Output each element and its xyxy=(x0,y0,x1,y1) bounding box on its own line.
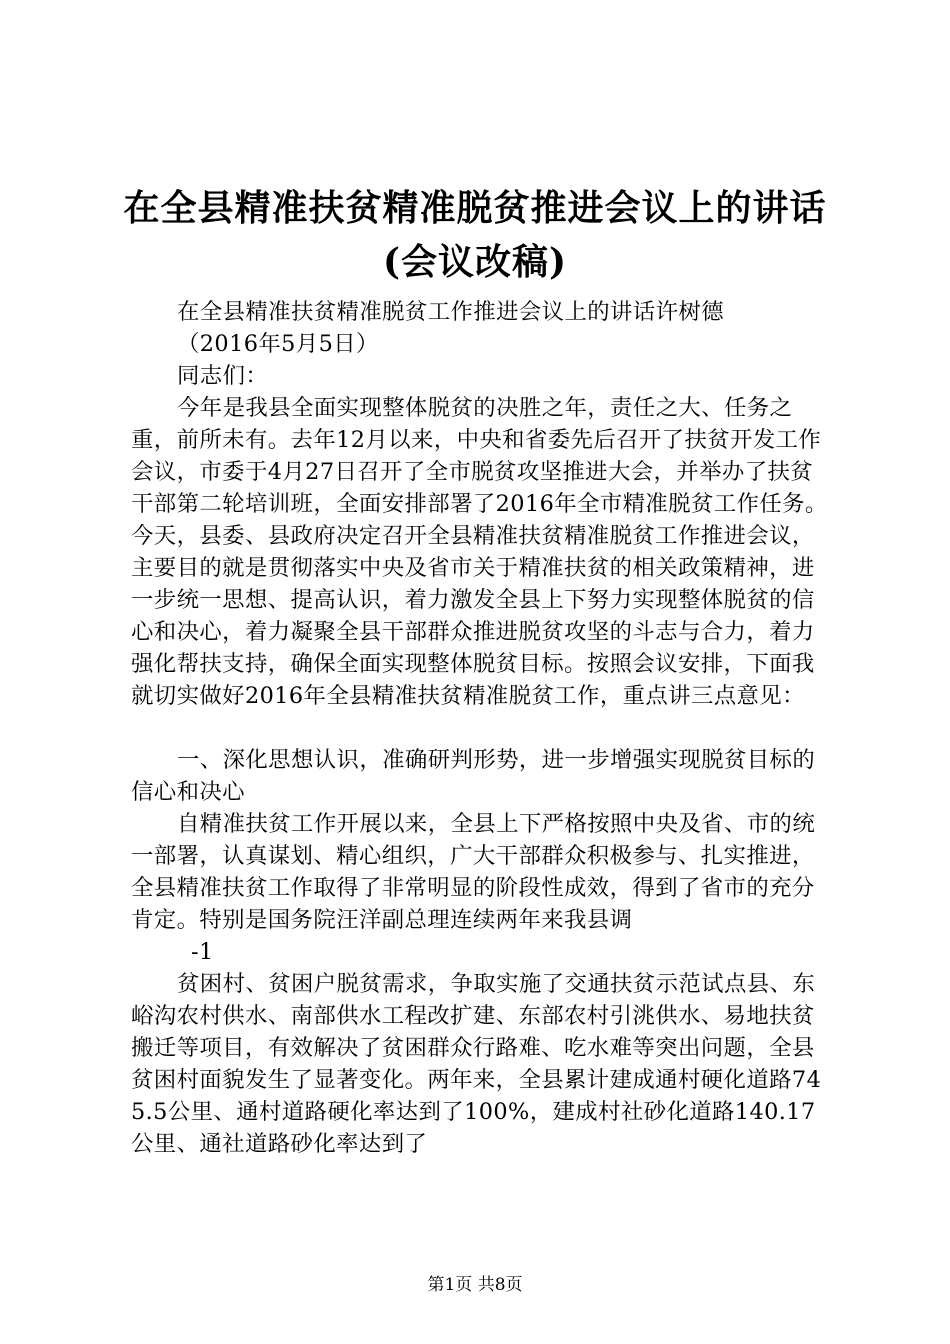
speech-date: （2016年5月5日） xyxy=(177,331,379,357)
page-footer: 第1页 共8页 xyxy=(427,1275,523,1295)
paragraph: 自精准扶贫工作开展以来，全县上下严格按照中央及省、市的统一部署，认真谋划、精心组织，广大干部群众积极参与、扎实推进，全县精准扶贫工作取得了非常明显的阶段性成效，得到了省市的充分肯定。特别是国务院汪洋副总理连续两年来我县调 xyxy=(131,811,816,933)
salutation: 同志们： xyxy=(177,363,269,389)
document-body xyxy=(131,296,831,1160)
page-marker: -1 xyxy=(191,939,214,965)
paragraph: 贫困村、贫困户脱贫需求，争取实施了交通扶贫示范试点县、东峪沟农村供水、南部供水工程改扩建、东部农村引洮供水、易地扶贫搬迁等项目，有效解决了贫困群众行路难、吃水难等突出问题，全县贫困村面貌发生了显著变化。两年来，全县累计建成通村硬化道路745.5公里、通村道路硬化率达到了100%，建成村社砂化道路140.17公里、通社道路砂化率达到了 xyxy=(131,971,822,1157)
paragraph: 今年是我县全面实现整体脱贫的决胜之年，责任之大、任务之重，前所未有。去年12月以来，中央和省委先后召开了扶贫开发工作会议，市委于4月27日召开了全市脱贫攻坚推进大会，并举办了扶贫干部第二轮培训班，全面安排部署了2016年全市精准脱贫工作任务。今天，县委、县政府决定召开全县精准扶贫精准脱贫工作推进会议，主要目的就是贯彻落实中央及省市关于精准扶贫的相关政策精神，进一步统一思想、提高认识，着力激发全县上下努力实现整体脱贫的信心和决心，着力凝聚全县干部群众推进脱贫攻坚的斗志与合力，着力强化帮扶支持，确保全面实现整体脱贫目标。按照会议安排，下面我就切实做好2016年全县精准扶贫精准脱贫工作，重点讲三点意见： xyxy=(131,395,828,709)
paragraph-gap xyxy=(131,712,831,744)
speech-subtitle: 在全县精准扶贫精准脱贫工作推进会议上的讲话许树德 xyxy=(177,299,724,325)
section-heading: 一、深化思想认识，准确研判形势，进一步增强实现脱贫目标的信心和决心 xyxy=(131,747,816,805)
document-title: 在全县精准扶贫精准脱贫推进会议上的讲话 xyxy=(123,187,827,229)
document-title-note: (会议改稿) xyxy=(382,241,568,283)
